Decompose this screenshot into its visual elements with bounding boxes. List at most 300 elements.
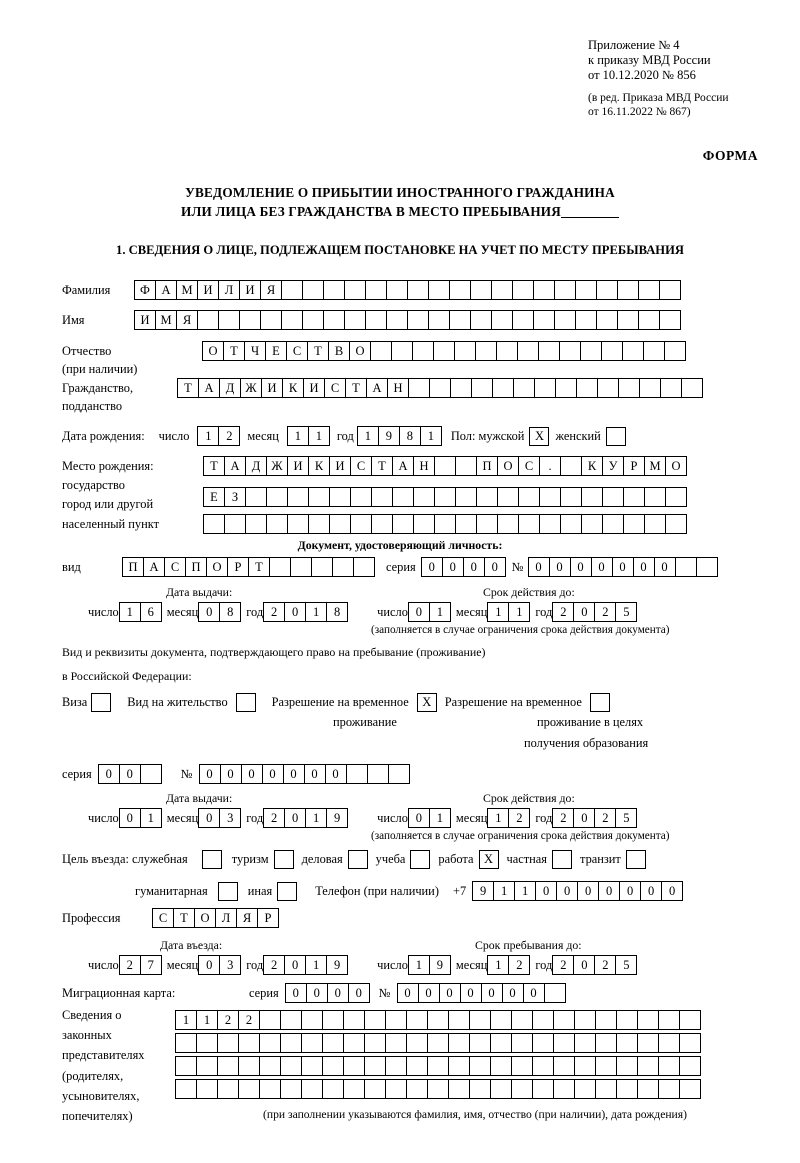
form-cell[interactable]: А <box>155 280 177 300</box>
stay-valid-day-input[interactable] <box>408 808 450 828</box>
form-cell[interactable] <box>544 983 566 1003</box>
stay-valid-month-input[interactable] <box>487 808 529 828</box>
form-cell[interactable] <box>385 1079 407 1099</box>
form-cell[interactable] <box>365 310 387 330</box>
form-cell[interactable]: П <box>122 557 144 577</box>
form-cell[interactable]: 0 <box>502 983 524 1003</box>
form-cell[interactable] <box>302 280 324 300</box>
form-cell[interactable] <box>490 1079 512 1099</box>
form-cell[interactable] <box>534 378 556 398</box>
form-cell[interactable] <box>555 378 577 398</box>
form-cell[interactable]: Я <box>260 280 282 300</box>
form-cell[interactable]: Л <box>218 280 240 300</box>
form-cell[interactable]: А <box>198 378 220 398</box>
form-cell[interactable]: 0 <box>285 983 307 1003</box>
form-cell[interactable] <box>259 1079 281 1099</box>
form-cell[interactable]: 0 <box>549 557 571 577</box>
form-cell[interactable]: 0 <box>640 881 662 901</box>
form-cell[interactable] <box>344 280 366 300</box>
form-cell[interactable]: 0 <box>439 983 461 1003</box>
form-cell[interactable]: 1 <box>305 602 327 622</box>
form-cell[interactable]: О <box>349 341 371 361</box>
entry-year-input[interactable] <box>263 955 347 975</box>
purpose-tourism-checkbox[interactable] <box>274 850 294 869</box>
form-cell[interactable]: И <box>329 456 351 476</box>
birth-month-input[interactable] <box>287 426 329 446</box>
form-cell[interactable] <box>260 310 282 330</box>
migration-card-series-input[interactable] <box>285 983 369 1003</box>
stay-doc-series-input[interactable] <box>98 764 161 784</box>
form-cell[interactable] <box>448 1056 470 1076</box>
form-cell[interactable]: И <box>239 280 261 300</box>
form-cell[interactable] <box>553 1056 575 1076</box>
form-cell[interactable] <box>217 1056 239 1076</box>
purpose-transit-checkbox[interactable] <box>626 850 646 869</box>
form-cell[interactable] <box>581 514 603 534</box>
form-cell[interactable] <box>602 487 624 507</box>
form-cell[interactable] <box>332 557 354 577</box>
form-cell[interactable] <box>245 487 267 507</box>
form-cell[interactable]: 9 <box>326 955 348 975</box>
form-cell[interactable]: 0 <box>98 764 120 784</box>
legal-reps-input-2[interactable] <box>175 1033 700 1053</box>
form-cell[interactable] <box>218 310 240 330</box>
legal-reps-input-3[interactable] <box>175 1056 700 1076</box>
form-cell[interactable] <box>217 1033 239 1053</box>
form-cell[interactable]: 0 <box>421 557 443 577</box>
form-cell[interactable]: А <box>392 456 414 476</box>
form-cell[interactable]: 0 <box>573 808 595 828</box>
form-cell[interactable]: 0 <box>283 764 305 784</box>
form-cell[interactable] <box>679 1033 701 1053</box>
form-cell[interactable] <box>560 456 582 476</box>
form-cell[interactable]: С <box>518 456 540 476</box>
form-cell[interactable] <box>259 1010 281 1030</box>
form-cell[interactable] <box>490 1056 512 1076</box>
form-cell[interactable] <box>497 514 519 534</box>
form-cell[interactable] <box>512 280 534 300</box>
form-cell[interactable] <box>475 341 497 361</box>
form-cell[interactable] <box>455 514 477 534</box>
form-cell[interactable] <box>664 341 686 361</box>
form-cell[interactable]: 0 <box>119 808 141 828</box>
form-cell[interactable]: 2 <box>217 1010 239 1030</box>
form-cell[interactable]: 1 <box>514 881 536 901</box>
form-cell[interactable] <box>617 280 639 300</box>
form-cell[interactable]: 0 <box>556 881 578 901</box>
form-cell[interactable]: Е <box>265 341 287 361</box>
form-cell[interactable] <box>517 341 539 361</box>
form-cell[interactable]: Ч <box>244 341 266 361</box>
form-cell[interactable] <box>560 514 582 534</box>
form-cell[interactable]: 0 <box>577 881 599 901</box>
form-cell[interactable] <box>238 1033 260 1053</box>
form-cell[interactable]: 8 <box>399 426 421 446</box>
form-cell[interactable] <box>370 341 392 361</box>
form-cell[interactable]: 2 <box>119 955 141 975</box>
form-cell[interactable] <box>175 1033 197 1053</box>
form-cell[interactable] <box>371 514 393 534</box>
form-cell[interactable] <box>449 310 471 330</box>
form-cell[interactable] <box>322 1079 344 1099</box>
form-cell[interactable]: 0 <box>442 557 464 577</box>
form-cell[interactable]: 1 <box>420 426 442 446</box>
form-cell[interactable]: 1 <box>287 426 309 446</box>
form-cell[interactable] <box>675 557 697 577</box>
stay-issue-month-input[interactable] <box>198 808 240 828</box>
form-cell[interactable] <box>427 1010 449 1030</box>
form-cell[interactable]: 3 <box>219 808 241 828</box>
form-cell[interactable] <box>644 514 666 534</box>
form-cell[interactable] <box>469 1010 491 1030</box>
form-cell[interactable] <box>175 1056 197 1076</box>
form-cell[interactable] <box>245 514 267 534</box>
form-cell[interactable]: 9 <box>326 808 348 828</box>
form-cell[interactable]: И <box>287 456 309 476</box>
form-cell[interactable] <box>660 378 682 398</box>
form-cell[interactable] <box>287 514 309 534</box>
form-cell[interactable] <box>497 487 519 507</box>
form-cell[interactable]: 9 <box>472 881 494 901</box>
form-cell[interactable] <box>266 487 288 507</box>
form-cell[interactable]: 6 <box>140 602 162 622</box>
form-cell[interactable] <box>696 557 718 577</box>
form-cell[interactable] <box>532 1033 554 1053</box>
form-cell[interactable] <box>644 487 666 507</box>
form-cell[interactable] <box>412 341 434 361</box>
form-cell[interactable] <box>427 1033 449 1053</box>
form-cell[interactable] <box>492 378 514 398</box>
form-cell[interactable] <box>350 487 372 507</box>
form-cell[interactable] <box>343 1079 365 1099</box>
form-cell[interactable]: Н <box>387 378 409 398</box>
form-cell[interactable] <box>238 1079 260 1099</box>
legal-reps-input-1[interactable] <box>175 1010 700 1030</box>
form-cell[interactable] <box>617 310 639 330</box>
entry-day-input[interactable] <box>119 955 161 975</box>
form-cell[interactable]: Т <box>177 378 199 398</box>
form-cell[interactable] <box>469 1033 491 1053</box>
form-cell[interactable]: С <box>164 557 186 577</box>
form-cell[interactable]: 2 <box>508 955 530 975</box>
form-cell[interactable]: К <box>581 456 603 476</box>
form-cell[interactable] <box>511 1010 533 1030</box>
form-cell[interactable]: 2 <box>263 602 285 622</box>
form-cell[interactable] <box>679 1079 701 1099</box>
form-cell[interactable]: Д <box>219 378 241 398</box>
form-cell[interactable] <box>470 310 492 330</box>
form-cell[interactable]: 0 <box>408 602 430 622</box>
form-cell[interactable]: 0 <box>484 557 506 577</box>
visa-checkbox[interactable] <box>91 693 111 712</box>
form-cell[interactable] <box>622 341 644 361</box>
form-cell[interactable] <box>618 378 640 398</box>
identity-valid-month-input[interactable] <box>487 602 529 622</box>
form-cell[interactable]: Р <box>623 456 645 476</box>
form-cell[interactable]: 0 <box>573 602 595 622</box>
form-cell[interactable]: 0 <box>535 881 557 901</box>
birthplace-input-line-1[interactable] <box>203 456 686 476</box>
stay-valid-year-input[interactable] <box>552 808 636 828</box>
form-cell[interactable]: 5 <box>615 955 637 975</box>
form-cell[interactable] <box>196 1079 218 1099</box>
form-cell[interactable]: 1 <box>357 426 379 446</box>
form-cell[interactable] <box>539 514 561 534</box>
form-cell[interactable]: 2 <box>594 602 616 622</box>
form-cell[interactable] <box>576 378 598 398</box>
identity-doc-series-input[interactable] <box>421 557 505 577</box>
form-cell[interactable] <box>581 487 603 507</box>
form-cell[interactable]: 1 <box>487 955 509 975</box>
stay-month-input[interactable] <box>487 955 529 975</box>
form-cell[interactable] <box>553 1033 575 1053</box>
form-cell[interactable]: Р <box>257 908 279 928</box>
form-cell[interactable]: 0 <box>397 983 419 1003</box>
form-cell[interactable] <box>259 1033 281 1053</box>
form-cell[interactable]: 2 <box>218 426 240 446</box>
form-cell[interactable] <box>532 1056 554 1076</box>
identity-issue-day-input[interactable] <box>119 602 161 622</box>
form-cell[interactable] <box>469 1079 491 1099</box>
form-cell[interactable]: 0 <box>528 557 550 577</box>
form-cell[interactable] <box>343 1010 365 1030</box>
form-cell[interactable]: 2 <box>263 808 285 828</box>
profession-input[interactable] <box>152 908 278 928</box>
form-cell[interactable] <box>301 1033 323 1053</box>
form-cell[interactable] <box>239 310 261 330</box>
form-cell[interactable]: И <box>261 378 283 398</box>
form-cell[interactable] <box>455 487 477 507</box>
form-cell[interactable] <box>322 1010 344 1030</box>
form-cell[interactable]: 0 <box>460 983 482 1003</box>
form-cell[interactable] <box>343 1056 365 1076</box>
birth-day-input[interactable] <box>197 426 239 446</box>
form-cell[interactable] <box>329 487 351 507</box>
form-cell[interactable] <box>302 310 324 330</box>
form-cell[interactable] <box>406 1079 428 1099</box>
form-cell[interactable] <box>659 310 681 330</box>
form-cell[interactable] <box>413 487 435 507</box>
form-cell[interactable] <box>364 1056 386 1076</box>
form-cell[interactable]: 1 <box>305 955 327 975</box>
form-cell[interactable] <box>434 514 456 534</box>
form-cell[interactable] <box>266 514 288 534</box>
form-cell[interactable] <box>623 487 645 507</box>
form-cell[interactable] <box>595 1010 617 1030</box>
form-cell[interactable] <box>637 1033 659 1053</box>
form-cell[interactable] <box>616 1056 638 1076</box>
form-cell[interactable]: 0 <box>418 983 440 1003</box>
form-cell[interactable] <box>639 378 661 398</box>
form-cell[interactable]: 2 <box>552 602 574 622</box>
form-cell[interactable] <box>679 1010 701 1030</box>
form-cell[interactable] <box>637 1056 659 1076</box>
form-cell[interactable] <box>595 1033 617 1053</box>
form-cell[interactable] <box>597 378 619 398</box>
form-cell[interactable]: А <box>366 378 388 398</box>
form-cell[interactable] <box>538 341 560 361</box>
form-cell[interactable]: 2 <box>594 808 616 828</box>
identity-doc-type-input[interactable] <box>122 557 374 577</box>
form-cell[interactable] <box>658 1010 680 1030</box>
form-cell[interactable]: 0 <box>654 557 676 577</box>
identity-valid-year-input[interactable] <box>552 602 636 622</box>
form-cell[interactable] <box>386 310 408 330</box>
form-cell[interactable] <box>308 487 330 507</box>
form-cell[interactable] <box>490 1010 512 1030</box>
form-cell[interactable] <box>637 1010 659 1030</box>
form-cell[interactable]: 7 <box>140 955 162 975</box>
form-cell[interactable]: 1 <box>140 808 162 828</box>
purpose-other-checkbox[interactable] <box>277 882 297 901</box>
form-cell[interactable] <box>385 1033 407 1053</box>
form-cell[interactable]: О <box>206 557 228 577</box>
form-cell[interactable]: 0 <box>591 557 613 577</box>
form-cell[interactable] <box>269 557 291 577</box>
form-cell[interactable] <box>203 514 225 534</box>
form-cell[interactable] <box>532 1010 554 1030</box>
stay-day-input[interactable] <box>408 955 450 975</box>
name-input[interactable] <box>134 310 680 330</box>
form-cell[interactable]: 0 <box>408 808 430 828</box>
form-cell[interactable] <box>638 280 660 300</box>
form-cell[interactable]: Ж <box>266 456 288 476</box>
form-cell[interactable] <box>392 487 414 507</box>
form-cell[interactable]: С <box>324 378 346 398</box>
form-cell[interactable] <box>511 1033 533 1053</box>
form-cell[interactable]: 2 <box>594 955 616 975</box>
form-cell[interactable]: Я <box>176 310 198 330</box>
form-cell[interactable] <box>280 1033 302 1053</box>
form-cell[interactable] <box>602 514 624 534</box>
form-cell[interactable] <box>559 341 581 361</box>
form-cell[interactable]: 1 <box>119 602 141 622</box>
form-cell[interactable]: 2 <box>552 955 574 975</box>
form-cell[interactable] <box>408 378 430 398</box>
form-cell[interactable]: С <box>350 456 372 476</box>
form-cell[interactable]: 8 <box>326 602 348 622</box>
stay-issue-year-input[interactable] <box>263 808 347 828</box>
form-cell[interactable] <box>448 1010 470 1030</box>
form-cell[interactable]: 0 <box>619 881 641 901</box>
form-cell[interactable] <box>560 487 582 507</box>
form-cell[interactable]: 1 <box>305 808 327 828</box>
form-cell[interactable]: 2 <box>263 955 285 975</box>
form-cell[interactable]: 1 <box>487 808 509 828</box>
purpose-humanitarian-checkbox[interactable] <box>218 882 238 901</box>
form-cell[interactable] <box>371 487 393 507</box>
stay-year-input[interactable] <box>552 955 636 975</box>
form-cell[interactable] <box>554 280 576 300</box>
form-cell[interactable] <box>575 280 597 300</box>
identity-doc-number-input[interactable] <box>528 557 717 577</box>
form-cell[interactable] <box>175 1079 197 1099</box>
form-cell[interactable] <box>196 1033 218 1053</box>
form-cell[interactable] <box>406 1056 428 1076</box>
form-cell[interactable] <box>343 1033 365 1053</box>
form-cell[interactable]: 0 <box>570 557 592 577</box>
form-cell[interactable]: 1 <box>508 602 530 622</box>
form-cell[interactable]: И <box>303 378 325 398</box>
form-cell[interactable] <box>580 341 602 361</box>
form-cell[interactable] <box>433 341 455 361</box>
form-cell[interactable] <box>196 1056 218 1076</box>
form-cell[interactable] <box>553 1079 575 1099</box>
entry-month-input[interactable] <box>198 955 240 975</box>
form-cell[interactable]: А <box>224 456 246 476</box>
form-cell[interactable] <box>476 487 498 507</box>
form-cell[interactable]: 0 <box>198 955 220 975</box>
form-cell[interactable] <box>518 487 540 507</box>
form-cell[interactable] <box>511 1079 533 1099</box>
form-cell[interactable]: 2 <box>508 808 530 828</box>
form-cell[interactable]: 1 <box>308 426 330 446</box>
form-cell[interactable]: 3 <box>219 955 241 975</box>
form-cell[interactable] <box>281 310 303 330</box>
form-cell[interactable] <box>518 514 540 534</box>
form-cell[interactable]: А <box>143 557 165 577</box>
form-cell[interactable]: Т <box>223 341 245 361</box>
birthplace-input-line-2[interactable] <box>203 487 686 507</box>
form-cell[interactable] <box>323 280 345 300</box>
form-cell[interactable] <box>323 310 345 330</box>
purpose-work-checkbox[interactable]: X <box>479 850 499 869</box>
form-cell[interactable] <box>224 514 246 534</box>
form-cell[interactable]: М <box>155 310 177 330</box>
form-cell[interactable]: 0 <box>304 764 326 784</box>
form-cell[interactable] <box>469 1056 491 1076</box>
form-cell[interactable]: З <box>224 487 246 507</box>
form-cell[interactable]: М <box>644 456 666 476</box>
form-cell[interactable] <box>658 1033 680 1053</box>
form-cell[interactable] <box>428 280 450 300</box>
form-cell[interactable]: П <box>185 557 207 577</box>
form-cell[interactable] <box>643 341 665 361</box>
form-cell[interactable]: М <box>176 280 198 300</box>
form-cell[interactable] <box>367 764 389 784</box>
form-cell[interactable] <box>533 310 555 330</box>
form-cell[interactable] <box>448 1079 470 1099</box>
form-cell[interactable] <box>434 456 456 476</box>
form-cell[interactable]: 5 <box>615 808 637 828</box>
form-cell[interactable]: 0 <box>573 955 595 975</box>
form-cell[interactable]: Я <box>236 908 258 928</box>
form-cell[interactable]: 1 <box>493 881 515 901</box>
form-cell[interactable] <box>329 514 351 534</box>
form-cell[interactable] <box>637 1079 659 1099</box>
form-cell[interactable]: В <box>328 341 350 361</box>
form-cell[interactable]: 0 <box>598 881 620 901</box>
identity-issue-year-input[interactable] <box>263 602 347 622</box>
form-cell[interactable] <box>490 1033 512 1053</box>
form-cell[interactable]: 5 <box>615 602 637 622</box>
form-cell[interactable] <box>217 1079 239 1099</box>
form-cell[interactable] <box>287 487 309 507</box>
form-cell[interactable] <box>596 310 618 330</box>
form-cell[interactable]: Л <box>215 908 237 928</box>
form-cell[interactable]: 0 <box>523 983 545 1003</box>
form-cell[interactable] <box>427 1079 449 1099</box>
purpose-private-checkbox[interactable] <box>552 850 572 869</box>
form-cell[interactable]: 0 <box>306 983 328 1003</box>
form-cell[interactable] <box>512 310 534 330</box>
form-cell[interactable] <box>434 487 456 507</box>
form-cell[interactable] <box>197 310 219 330</box>
form-cell[interactable] <box>311 557 333 577</box>
form-cell[interactable] <box>388 764 410 784</box>
form-cell[interactable] <box>455 456 477 476</box>
legal-reps-input-4[interactable] <box>175 1079 700 1099</box>
